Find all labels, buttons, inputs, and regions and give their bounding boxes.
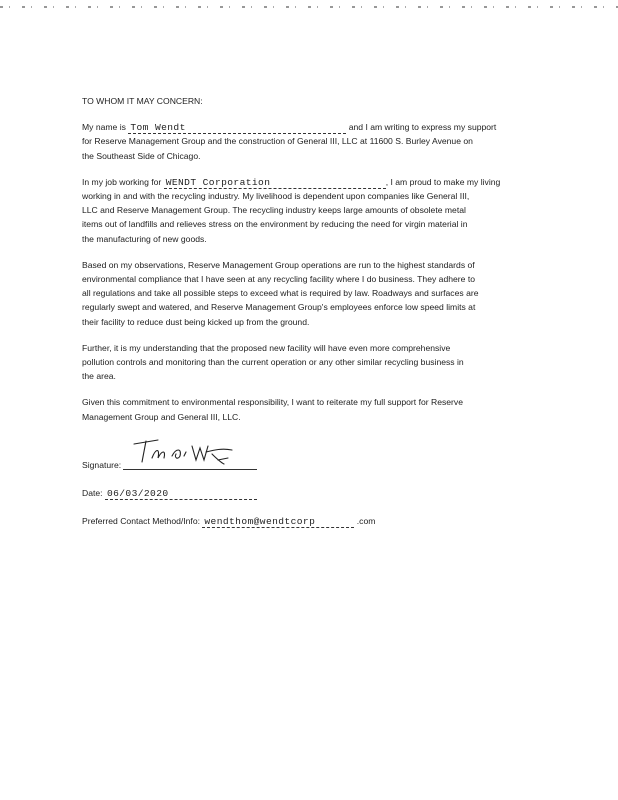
further-line-3: the area. xyxy=(82,371,116,382)
obs-line-3: all regulations and take all possible steps to exceed what is required by law. Roadways and surfaces are xyxy=(82,288,479,299)
company-field[interactable] xyxy=(164,177,386,189)
contact-suffix: .com xyxy=(356,516,376,527)
signature-row xyxy=(82,436,532,472)
name-value: Tom Wendt xyxy=(130,122,186,134)
intro-line-2: for Reserve Management Group and the construction of General III, LLC at 11600 S. Burley Avenue on xyxy=(82,136,473,147)
paragraph-support xyxy=(82,395,532,423)
job-line-3: LLC and Reserve Management Group. The recycling industry keeps large amounts of obsolete metal xyxy=(82,205,466,216)
handwritten-signature-icon xyxy=(128,436,238,470)
job-line-2: working in and with the recycling industry. My livelihood is dependent upon companies like General III, xyxy=(82,191,470,202)
job-line-5: the manufacturing of new goods. xyxy=(82,233,207,244)
contact-field[interactable] xyxy=(202,516,354,528)
date-row xyxy=(82,486,532,500)
contact-value: wendthom@wendtcorp xyxy=(204,516,316,528)
job-line-4: items out of landfills and relieves stress on the environment by reducing the need for virgin material in xyxy=(82,219,468,230)
paragraph-introduction xyxy=(82,120,532,163)
date-field[interactable] xyxy=(105,488,257,500)
date-value: 06/03/2020 xyxy=(106,487,169,499)
company-suffix: , I am proud to make my living xyxy=(385,176,501,187)
company-value: WENDT Corporation xyxy=(165,176,271,188)
obs-line-5: their facility to reduce dust being kicked up from the ground. xyxy=(82,316,310,327)
further-line-2: pollution controls and monitoring than the current operation or any other similar recycling business in xyxy=(82,357,464,368)
paragraph-observations xyxy=(82,258,532,329)
scan-artifact-line xyxy=(0,6,618,8)
obs-line-1: Based on my observations, Reserve Management Group operations are run to the highest standards of xyxy=(82,259,475,270)
salutation: TO WHOM IT MAY CONCERN: xyxy=(82,96,203,106)
name-field[interactable] xyxy=(128,122,346,134)
company-prefix: In my job working for xyxy=(82,176,162,187)
name-prefix: My name is xyxy=(82,122,126,133)
support-line-1: Given this commitment to environmental responsibility, I want to reiterate my full support for Reserve xyxy=(82,397,463,408)
further-line-1: Further, it is my understanding that the proposed new facility will have even more comprehensive xyxy=(82,342,451,353)
contact-row xyxy=(82,514,532,528)
contact-label: Preferred Contact Method/Info: xyxy=(82,516,200,527)
letter-body xyxy=(82,94,532,528)
intro-line-3: the Southeast Side of Chicago. xyxy=(82,150,201,161)
name-suffix: and I am writing to express my support xyxy=(348,122,497,133)
obs-line-2: environmental compliance that I have seen at any recycling facility where I do business. They adhere to xyxy=(82,274,475,285)
paragraph-job xyxy=(82,175,532,246)
support-line-2: Management Group and General III, LLC. xyxy=(82,411,241,422)
paragraph-understanding xyxy=(82,341,532,384)
date-label: Date: xyxy=(82,487,103,498)
signature-label: Signature: xyxy=(82,459,122,470)
obs-line-4: regularly swept and watered, and Reserve Management Group's employees enforce low speed limits at xyxy=(82,302,476,313)
